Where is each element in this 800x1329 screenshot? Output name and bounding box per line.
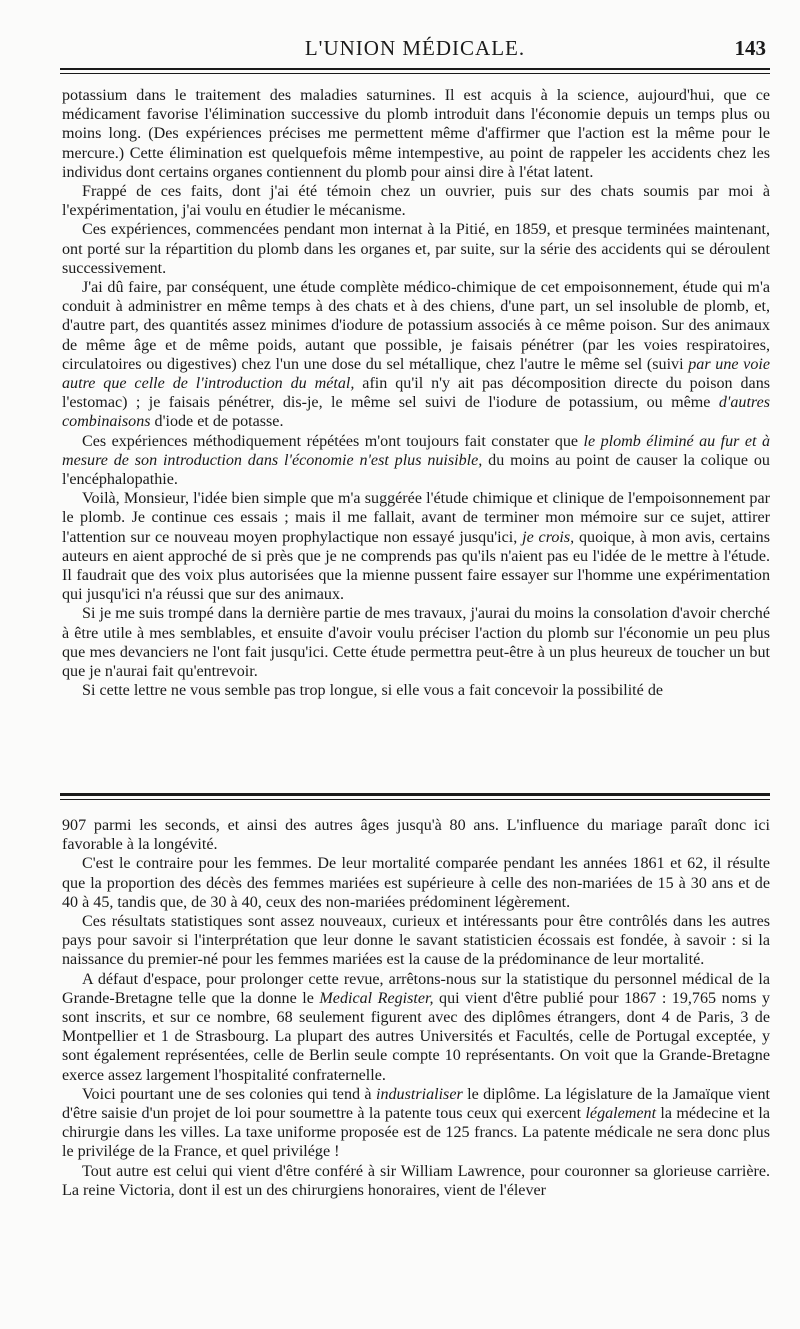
text-run: Ces expériences méthodiquement répétées m'ont toujours fait constater que: [82, 432, 584, 450]
paragraph: Ces expériences, commencées pendant mon internat à la Pitié, en 1859, et presque terminées maintenant, ont porté sur la répartition du plomb dans les organes et, par suite, sur la série des accidents qui se déroulent successivement.: [62, 221, 770, 277]
text-run: du moins au point de causer la colique ou l'encéphalopathie.: [62, 451, 770, 489]
header-rule-thin: [60, 73, 770, 74]
italic-phrase: je crois,: [522, 528, 575, 546]
header-rule: [60, 68, 770, 70]
italic-phrase: d'autres combinaisons: [62, 394, 770, 431]
page-number: 143: [734, 36, 766, 60]
italic-phrase: industrialiser: [375, 1085, 463, 1103]
section-divider-thin: [60, 799, 770, 800]
page-header: [60, 30, 770, 70]
paragraph: [62, 489, 770, 604]
italic-phrase: par une voie autre que celle de l'introduction du métal,: [62, 355, 770, 393]
journal-title: L'UNION MÉDICALE.: [304, 36, 526, 60]
italic-phrase: Medical Register,: [319, 989, 434, 1007]
text-run: Voilà, Monsieur, l'idée bien simple que m'a suggérée l'étude chimique et clinique de l'empoisonnement par le plomb. Je continue ces essais ; mais il me fallait, avant de terminer mon mémoire sur ce sujet, attirer l'attention sur ce nouveau moyen prophylactique non essayé jusqu'ici,: [62, 490, 770, 546]
text-run: A défaut d'espace, pour prolonger cette revue, arrêtons-nous sur la statistique du personnel médical de la Grande-Bretagne telle que la donne le: [62, 970, 770, 1007]
letter-section: [62, 86, 770, 786]
italic-phrase: le plomb éliminé au fur et à mesure de son introduction dans l'économie n'est plus nuisible,: [62, 432, 770, 469]
text-run: afin qu'il n'y ait pas décomposition directe du poison dans l'estomac) ; je faisais pénétrer, dis-je, le même sel suivi de l'iodure de potassium, ou même: [62, 375, 771, 412]
paragraph: Si cette lettre ne vous semble pas trop longue, si elle vous a fait concevoir la possibilité de: [82, 682, 664, 700]
paragraph: Frappé de ces faits, dont j'ai été témoin chez un ouvrier, puis sur des chats soumis par moi à l'expérimentation, j'ai voulu en étudier le mécanisme.: [62, 183, 770, 220]
paragraph: potassium dans le traitement des maladies saturnines. Il est acquis à la science, aujourd'hui, que ce médicament favorise l'élimination successive du plomb introduit dans l'économie depuis un temps plus ou moins long. (Des expériences précises me permettent même d'affirmer que l'action est la même pour le mercure.) Cette élimination est quelquefois même intempestive, au point de rappeler les accidents chez les individus dont certains organes contiennent du plomb pour ainsi dire à l'état latent.: [62, 87, 770, 181]
paragraph: Tout autre est celui qui vient d'être conféré à sir William Lawrence, pour couronner sa glorieuse carrière. La reine Victoria, dont il est un des chirurgiens honoraires, vient de l'élever: [62, 1162, 770, 1199]
text-run: qui vient d'être publié pour 1867 : 19,765 noms y sont inscrits, et sur ce nombre, 68 seulement figurent avec des diplômes étrangers, dont 4 de Paris, 3 de Montpellier et 1 de Strasbourg. La plupart des autres Universités et Facultés, celle de Portugal exceptée, y sont également représentées, celle de Berlin seule compte 10 représentants. On voit que la Grande-Bretagne exerce assez largement l'hospitalité confraternelle.: [62, 989, 771, 1084]
text-run: Voici pourtant une de ses colonies qui tend à: [82, 1085, 376, 1103]
chronicle-section: [62, 816, 770, 1316]
paragraph: [62, 278, 770, 432]
section-divider: [60, 793, 770, 796]
paragraph: [62, 432, 770, 490]
italic-phrase: légalement: [585, 1105, 657, 1123]
text-run: quoique, à mon avis, certains auteurs en aient approché de si près que je ne comprends pas qu'ils n'aient pas eu l'idée de le mettre à l'étude. Il faudrait que des voix plus autorisées que la mienne pussent faire essayer sur l'homme une expérimentation qui jusqu'ici n'a réussi que sur des animaux.: [62, 528, 770, 604]
text-run: d'iode et de potasse.: [150, 413, 284, 431]
paragraph: Si je me suis trompé dans la dernière partie de mes travaux, j'aurai du moins la consolation d'avoir cherché à être utile à mes semblables, et ensuite d'avoir voulu préciser l'action du plomb sur l'économie un peu plus que mes devanciers ne l'ont fait jusqu'ici. Cette étude permettra peut-être à un plus heureux de toucher un but que je n'aurai fait qu'entrevoir.: [62, 605, 770, 681]
paragraph: 907 parmi les seconds, et ainsi des autres âges jusqu'à 80 ans. L'influence du mariage paraît donc ici favorable à la longévité.: [62, 817, 770, 854]
paragraph: [62, 1085, 770, 1162]
text-run: le diplôme. La législature de la Jamaïque vient d'être saisie d'un projet de loi pour soumettre à la patente tous ceux qui exercent: [62, 1085, 771, 1123]
paragraph: Ces résultats statistiques sont assez nouveaux, curieux et intéressants pour être contrôlés dans les autres pays pour savoir si l'interprétation que leur donne le savant statisticien écossais est fondée, à savoir : si la naissance du premier-né pour les femmes mariées est la cause de la prédominance de leur mortalité.: [62, 913, 770, 969]
paragraph: [62, 970, 770, 1085]
text-run: la médecine et la chirurgie dans les villes. La taxe uniforme proposée est de 125 francs. La patente médicale ne sera donc plus le privilége de la France, et quel privilége !: [62, 1105, 771, 1161]
text-run: J'ai dû faire, par conséquent, une étude complète médico-chimique de cet empoisonnement, étude qui m'a conduit à administrer en même temps à des chats et à des chiens, d'une part, un sel insoluble de plomb, et, d'autre part, des quantités assez minimes d'iodure de potassium associés à ce même poison. Sur des animaux de même âge et de même poids, autant que possible, je faisais pénétrer (par les voies respiratoires, circulatoires ou digestives) chez l'un une dose du sel métallique, chez l'autre le même sel (suivi: [62, 279, 770, 373]
paragraph: C'est le contraire pour les femmes. De leur mortalité comparée pendant les années 1861 et 62, il résulte que la proportion des décès des femmes mariées est supérieure à celle des non-mariées de 15 à 30 ans et de 40 à 45, tandis que, de 30 à 40, ceux des non-mariées prédominent légèrement.: [62, 855, 770, 911]
